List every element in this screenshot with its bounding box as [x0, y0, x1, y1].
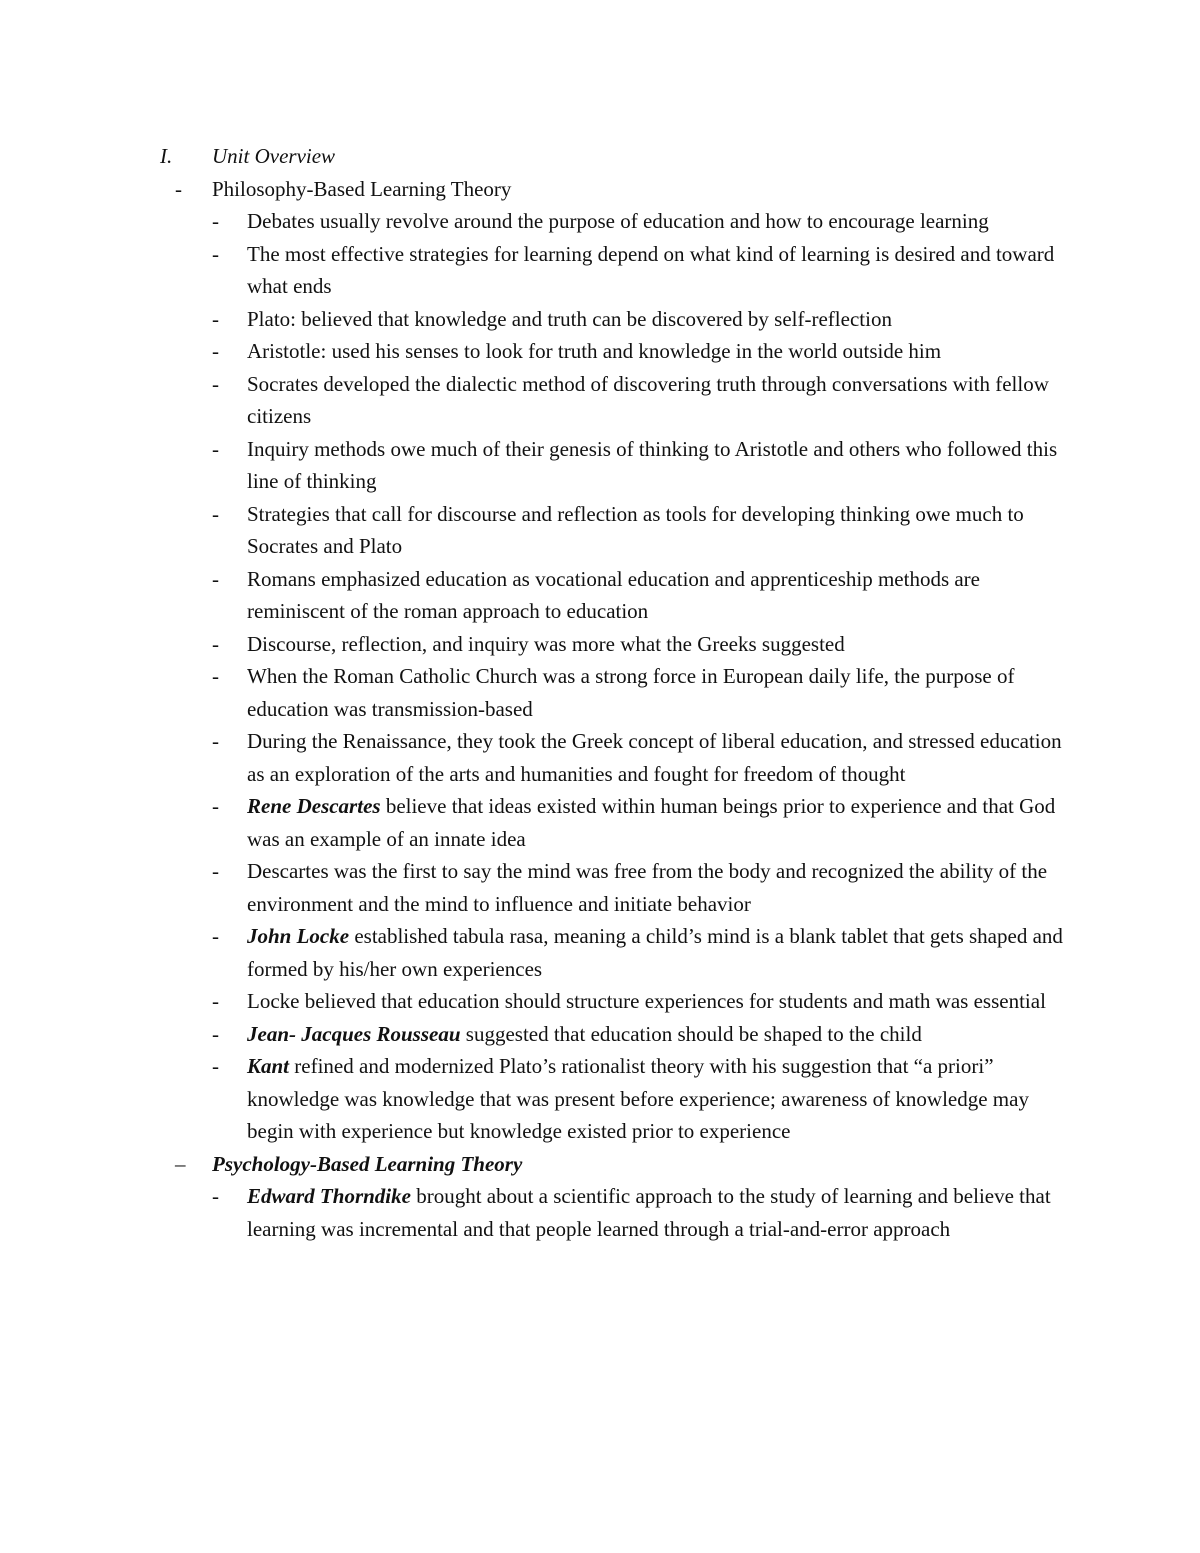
item-body: Descartes was the first to say the mind was free from the body and recognized the ability of the environment and the mind to influence and initiate behavior [247, 859, 1048, 916]
list-item [0, 238, 1200, 303]
list-item [0, 205, 1200, 238]
person-name: Rene Descartes [247, 794, 381, 818]
bullet-dash: - [212, 241, 219, 266]
list-item [0, 985, 1200, 1018]
section-title: Psychology-Based Learning Theory [212, 1151, 523, 1176]
bullet-dash: - [212, 859, 219, 883]
list-item [0, 855, 1200, 920]
person-name: Jean- Jacques Rousseau [247, 1021, 461, 1046]
section-psychology [0, 1148, 1200, 1181]
bullet-dash: - [212, 306, 219, 331]
list-item-text [247, 303, 1077, 336]
person-name: John Locke [247, 924, 350, 948]
item-body: Locke believed that education should structure experiences for students and math was essential [247, 989, 1046, 1013]
item-body: refined and modernized Plato’s rationalist theory with his suggestion that “a priori” knowledge was knowledge that was present before experience; awareness of knowledge may begin with experience but knowledge existed prior to experience [247, 1054, 1029, 1143]
list-item [0, 433, 1200, 498]
heading-title: Unit Overview [212, 144, 336, 168]
bullet-dash: - [212, 566, 219, 591]
list-item-text [247, 563, 1077, 628]
bullet-dash: - [212, 1021, 219, 1046]
list-item-text [247, 985, 1077, 1018]
bullet-dash: - [212, 924, 219, 948]
bullet-dash: - [212, 436, 219, 461]
list-item-text [247, 498, 1077, 563]
list-item [0, 790, 1200, 855]
item-body: During the Renaissance, they took the Greek concept of liberal education, and stressed education as an exploration of the arts and humanities and fought for freedom of thought [247, 729, 1062, 786]
item-body: The most effective strategies for learning depend on what kind of learning is desired and toward what ends [247, 241, 1055, 298]
list-item [0, 1018, 1200, 1051]
bullet-dash: - [212, 339, 219, 363]
bullet-dash: - [212, 794, 219, 818]
list-item-text [247, 238, 1077, 303]
section-psychology-items [0, 1180, 1200, 1245]
list-item-text [247, 433, 1077, 498]
bullet-dash: - [212, 1054, 219, 1078]
list-item-text [247, 1050, 1077, 1148]
list-item-text [247, 205, 1077, 238]
list-item [0, 920, 1200, 985]
list-item-text [247, 368, 1077, 433]
list-item-text [247, 628, 1077, 661]
item-body: Debates usually revolve around the purpose of education and how to encourage learning [247, 209, 989, 233]
list-item [0, 1050, 1200, 1148]
item-body: Strategies that call for discourse and reflection as tools for developing thinking owe much to Socrates and Plato [247, 501, 1024, 558]
list-item [0, 1180, 1200, 1245]
list-item [0, 628, 1200, 661]
bullet-dash: - [212, 1184, 219, 1208]
bullet-dash: - [212, 729, 219, 753]
list-item [0, 368, 1200, 433]
item-body: Discourse, reflection, and inquiry was more what the Greeks suggested [247, 631, 845, 656]
outline [0, 140, 1200, 1245]
list-item-text [247, 725, 1077, 790]
section-philosophy-items [0, 205, 1200, 1148]
list-item [0, 725, 1200, 790]
list-item [0, 335, 1200, 368]
bullet-dash: - [212, 989, 219, 1013]
item-body: Plato: believed that knowledge and truth can be discovered by self-reflection [247, 306, 892, 331]
outline-heading [0, 140, 1200, 173]
list-item-text [247, 1180, 1077, 1245]
section-philosophy [0, 173, 1200, 206]
item-body: established tabula rasa, meaning a child’s mind is a blank tablet that gets shaped and formed by his/her own experiences [247, 924, 1063, 981]
item-body: suggested that education should be shaped to the child [460, 1021, 922, 1046]
bullet-dash: - [212, 371, 219, 396]
bullet-dash: - [212, 631, 219, 656]
list-item-text [247, 855, 1077, 920]
section-dash: – [175, 1151, 186, 1176]
list-item [0, 303, 1200, 336]
list-item-text [247, 660, 1077, 725]
person-name: Kant [247, 1054, 290, 1078]
person-name: Edward Thorndike [247, 1184, 411, 1208]
item-body: Romans emphasized education as vocational education and apprenticeship methods are reminiscent of the roman approach to education [247, 566, 981, 623]
list-item-text [247, 790, 1077, 855]
item-body: brought about a scientific approach to the study of learning and believe that learning was incremental and that people learned through a trial-and-error approach [247, 1184, 1051, 1241]
bullet-dash: - [212, 664, 219, 688]
item-body: Aristotle: used his senses to look for truth and knowledge in the world outside him [247, 339, 942, 363]
item-body: Socrates developed the dialectic method of discovering truth through conversations with fellow citizens [247, 371, 1049, 428]
section-title: Philosophy-Based Learning Theory [212, 176, 512, 201]
list-item-text [247, 1018, 1077, 1051]
heading-numeral: I. [160, 144, 173, 168]
list-item [0, 563, 1200, 628]
item-body: Inquiry methods owe much of their genesis of thinking to Aristotle and others who followed this line of thinking [247, 436, 1058, 493]
item-body: believe that ideas existed within human beings prior to experience and that God was an example of an innate idea [247, 794, 1056, 851]
bullet-dash: - [212, 209, 219, 233]
item-body: When the Roman Catholic Church was a strong force in European daily life, the purpose of education was transmission-based [247, 664, 1015, 721]
list-item-text [247, 335, 1077, 368]
section-dash: - [175, 176, 182, 201]
list-item [0, 660, 1200, 725]
list-item [0, 498, 1200, 563]
bullet-dash: - [212, 501, 219, 526]
list-item-text [247, 920, 1077, 985]
